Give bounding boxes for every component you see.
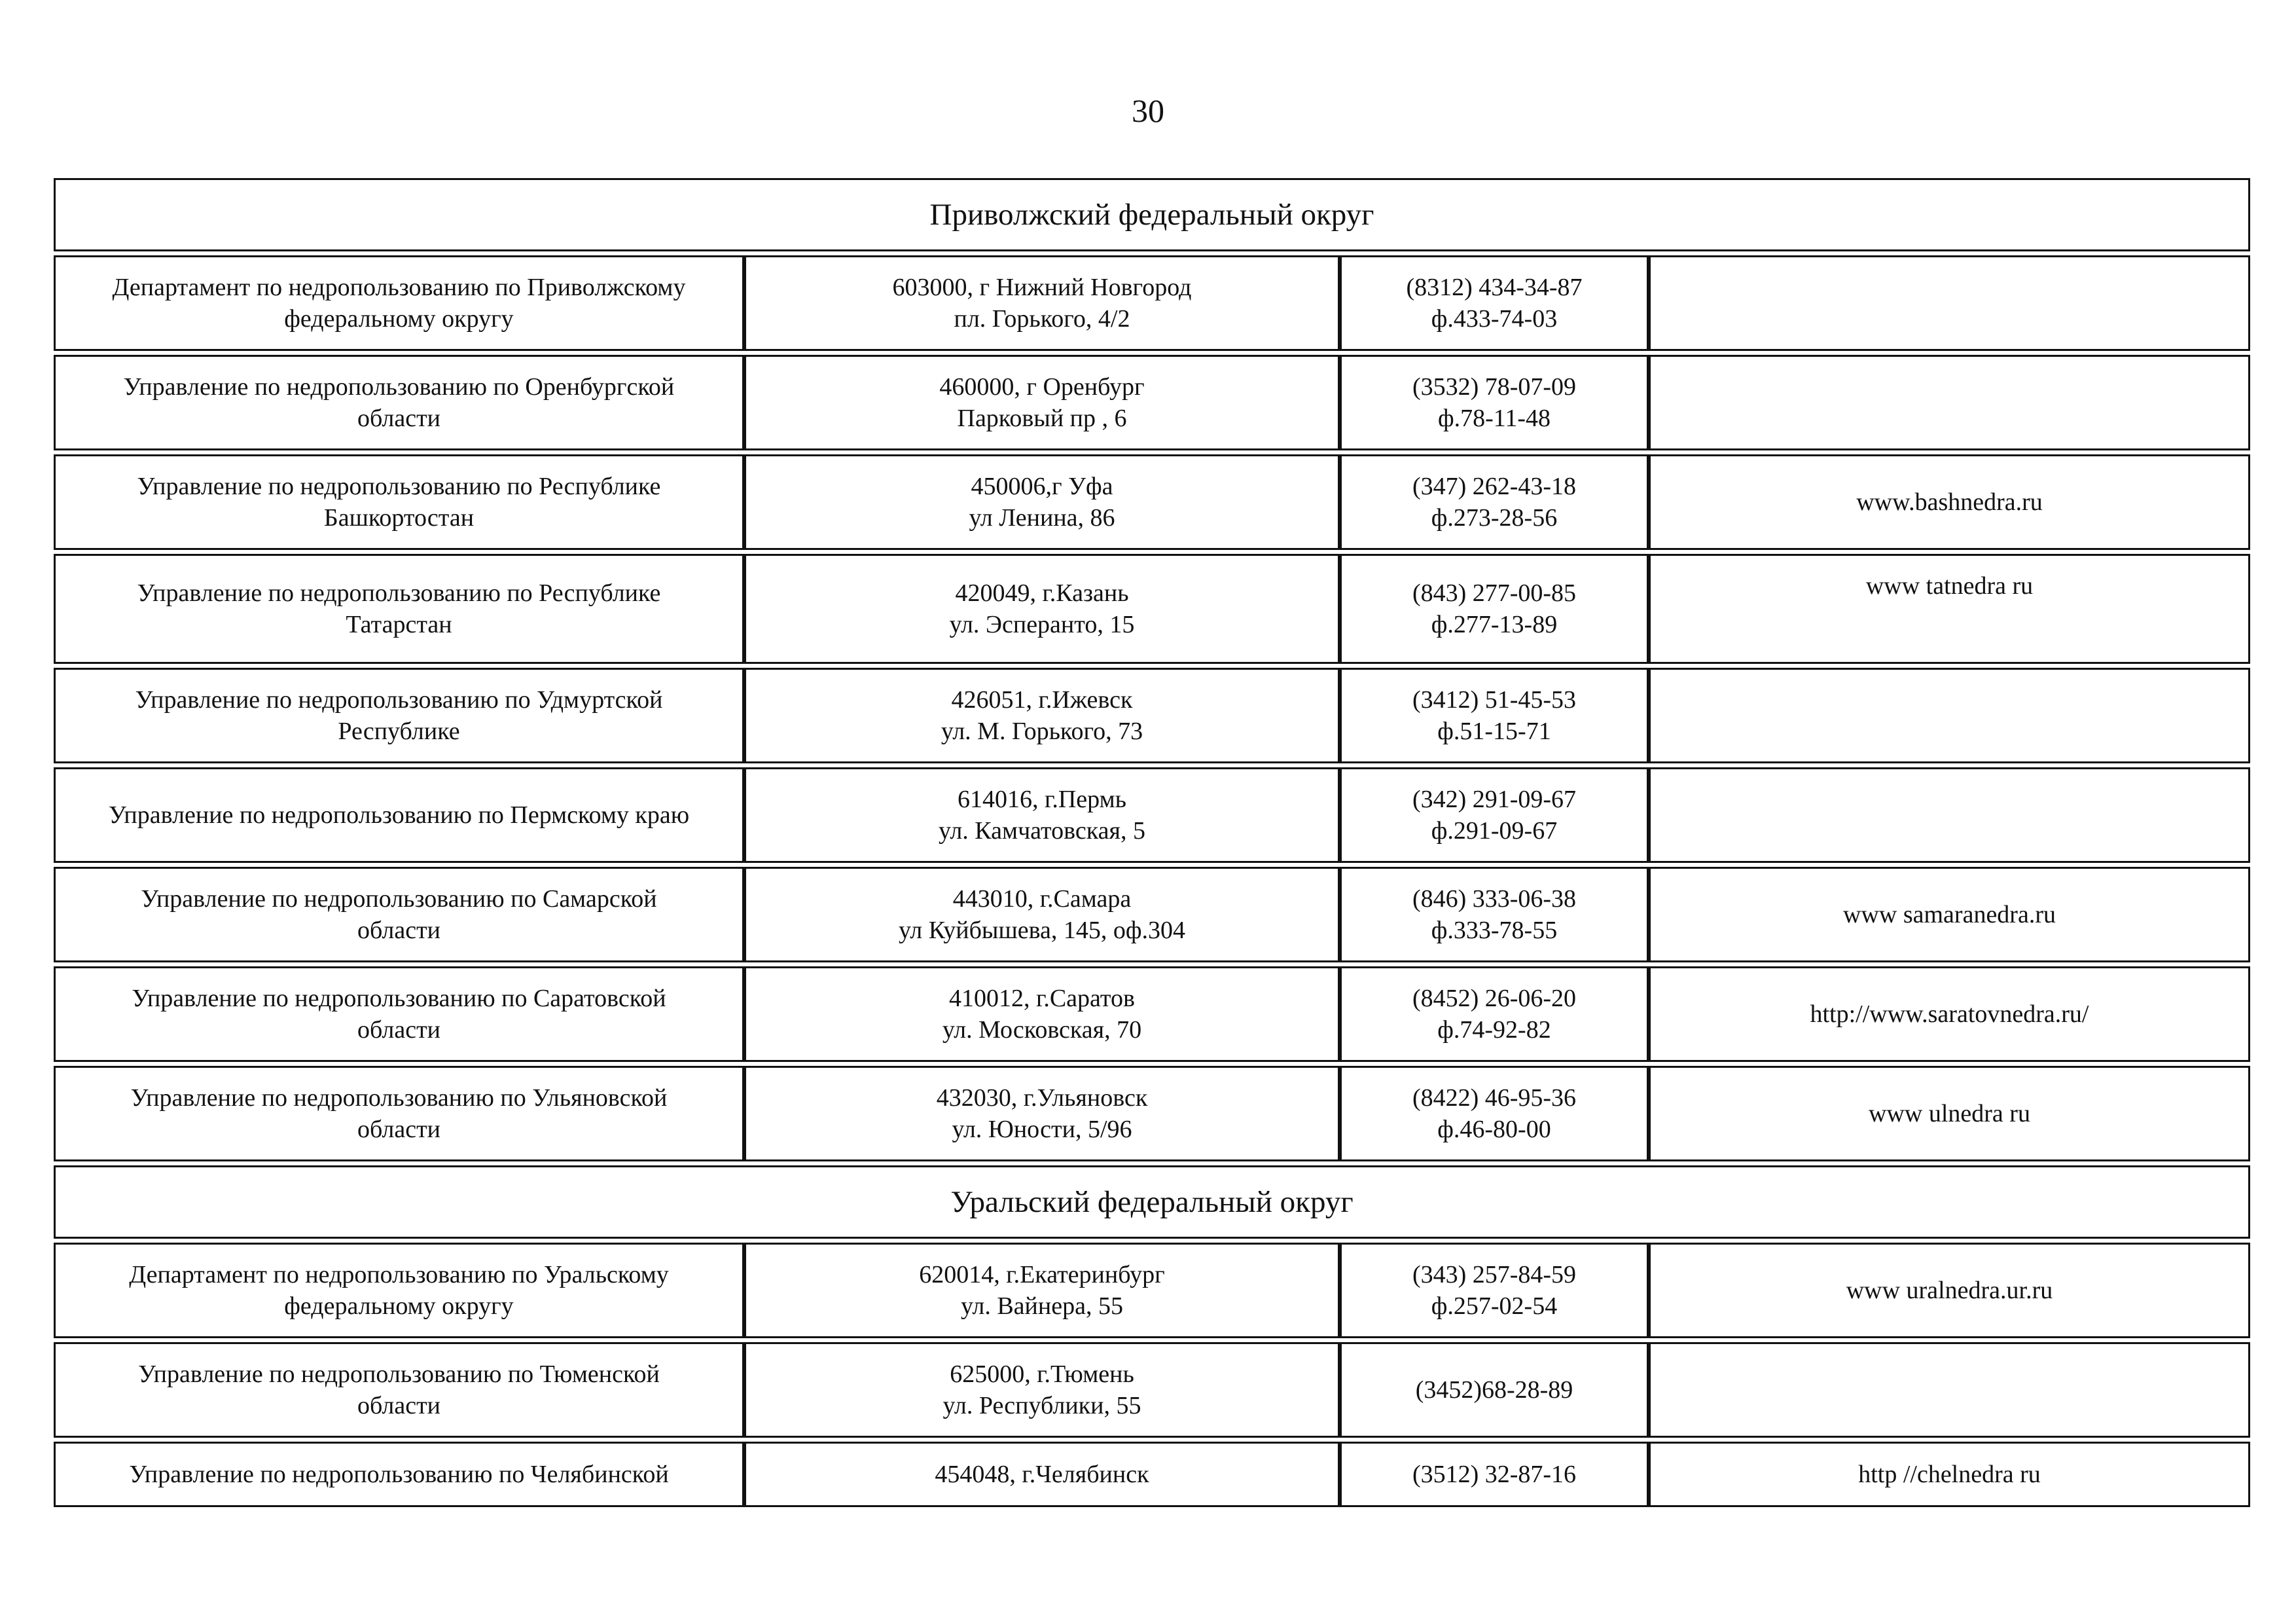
table-row (54, 867, 2250, 962)
address-line: 410012, г.Саратов (949, 985, 1135, 1012)
contacts-table-container (54, 174, 2250, 1511)
agency-name-line: Башкортостан (323, 504, 475, 532)
address-line: ул Куйбышева, 145, оф.304 (898, 917, 1186, 944)
address-line: 603000, г Нижний Новгород (892, 274, 1192, 301)
region-header-row (54, 178, 2250, 251)
table-row (54, 1342, 2250, 1438)
agency-name-line: Управление по недропользованию по Оренбургской (123, 373, 675, 401)
page-number: 30 (1132, 92, 1164, 129)
phone-cell (1340, 966, 1649, 1062)
address-line: пл. Горького, 4/2 (954, 305, 1130, 333)
table-row (54, 454, 2250, 550)
phone-line: (3512) 32-87-16 (1412, 1461, 1577, 1488)
region-header-row (54, 1165, 2250, 1239)
website-cell[interactable]: www.bashnedra.ru (1649, 454, 2250, 550)
address-line: 614016, г.Пермь (958, 786, 1126, 813)
phone-line: (343) 257-84-59 (1412, 1261, 1577, 1288)
agency-name-cell (54, 554, 744, 664)
website-cell (1649, 1342, 2250, 1438)
address-cell (744, 1342, 1340, 1438)
table-row (54, 554, 2250, 664)
phone-cell (1340, 668, 1649, 763)
fax-line: ф.277-13-89 (1431, 611, 1558, 638)
website-cell[interactable]: www tatnedra ru (1649, 554, 2250, 664)
agency-name-line: Управление по недропользованию по Ульяновской (130, 1084, 668, 1112)
phone-cell (1340, 1243, 1649, 1338)
address-cell (744, 554, 1340, 664)
fax-line: ф.78-11-48 (1437, 405, 1551, 432)
address-cell (744, 355, 1340, 450)
address-line: 426051, г.Ижевск (951, 686, 1133, 714)
address-line: ул. М. Горького, 73 (941, 718, 1143, 745)
phone-line: (347) 262-43-18 (1412, 473, 1577, 500)
agency-name-line: Управление по недропользованию по Пермскому краю (108, 801, 690, 829)
address-line: ул. Юности, 5/96 (952, 1116, 1132, 1143)
agency-name-cell (54, 867, 744, 962)
phone-line: (342) 291-09-67 (1412, 786, 1577, 813)
website-cell (1649, 668, 2250, 763)
table-row (54, 355, 2250, 450)
agency-name-line: Департамент по недропользованию по Уральскому (129, 1261, 669, 1288)
fax-line: ф.257-02-54 (1431, 1292, 1558, 1320)
phone-cell (1340, 867, 1649, 962)
agency-name-cell (54, 1066, 744, 1161)
website-cell[interactable]: http://www.saratovnedra.ru/ (1649, 966, 2250, 1062)
phone-cell (1340, 767, 1649, 863)
agency-name-line: федеральному округу (284, 1292, 514, 1320)
address-line: ул. Камчатовская, 5 (939, 817, 1145, 845)
address-line: ул Ленина, 86 (969, 504, 1115, 532)
agency-name-cell (54, 668, 744, 763)
address-cell (744, 255, 1340, 351)
fax-line: ф.433-74-03 (1431, 305, 1558, 333)
address-line: 432030, г.Ульяновск (936, 1084, 1148, 1112)
table-row (54, 1243, 2250, 1338)
fax-line: ф.273-28-56 (1431, 504, 1558, 532)
fax-line: ф.291-09-67 (1431, 817, 1558, 845)
table-row (54, 767, 2250, 863)
address-line: 454048, г.Челябинск (935, 1461, 1149, 1488)
agency-name-line: Управление по недропользованию по Тюменской (138, 1360, 660, 1388)
address-line: Парковый пр , 6 (957, 405, 1127, 432)
phone-cell (1340, 1342, 1649, 1438)
agency-name-line: Департамент по недропользованию по Приволжскому (112, 274, 686, 301)
agency-name-line: Управление по недропользованию по Республике (137, 579, 661, 607)
agency-name-cell (54, 1442, 744, 1507)
table-row (54, 966, 2250, 1062)
agency-name-line: области (357, 405, 441, 432)
fax-line: ф.51-15-71 (1437, 718, 1551, 745)
phone-cell (1340, 454, 1649, 550)
table-row (54, 1442, 2250, 1507)
contacts-table-body (54, 178, 2250, 1507)
address-cell (744, 966, 1340, 1062)
address-line: 460000, г Оренбург (939, 373, 1145, 401)
agency-name-line: Управление по недропользованию по Удмуртской (135, 686, 663, 714)
phone-cell (1340, 1066, 1649, 1161)
address-line: 625000, г.Тюмень (950, 1360, 1134, 1388)
phone-cell (1340, 1442, 1649, 1507)
agency-name-cell (54, 255, 744, 351)
address-cell (744, 867, 1340, 962)
website-cell[interactable]: www samaranedra.ru (1649, 867, 2250, 962)
address-line: 620014, г.Екатеринбург (919, 1261, 1165, 1288)
address-line: ул. Эсперанто, 15 (949, 611, 1135, 638)
phone-cell (1340, 355, 1649, 450)
address-line: 420049, г.Казань (955, 579, 1129, 607)
agency-name-cell (54, 767, 744, 863)
website-cell (1649, 767, 2250, 863)
agency-name-line: области (357, 1016, 441, 1044)
agency-name-line: Управление по недропользованию по Республике (137, 473, 661, 500)
agency-name-line: Управление по недропользованию по Челябинской (129, 1461, 669, 1488)
address-line: 450006,г Уфа (971, 473, 1113, 500)
table-row (54, 255, 2250, 351)
region-title: Уральский федеральный округ (54, 1165, 2250, 1239)
phone-cell (1340, 554, 1649, 664)
agency-name-line: Управление по недропользованию по Самарской (141, 885, 657, 913)
website-cell[interactable]: www ulnedra ru (1649, 1066, 2250, 1161)
phone-line: (8422) 46-95-36 (1412, 1084, 1577, 1112)
fax-line: ф.46-80-00 (1437, 1116, 1551, 1143)
agency-name-cell (54, 355, 744, 450)
contacts-table (54, 174, 2250, 1511)
agency-name-line: области (357, 1116, 441, 1143)
agency-name-line: Республике (338, 718, 460, 745)
address-line: ул. Республики, 55 (942, 1392, 1141, 1419)
fax-line: ф.74-92-82 (1437, 1016, 1551, 1044)
table-row (54, 1066, 2250, 1161)
phone-line: (3532) 78-07-09 (1412, 373, 1577, 401)
agency-name-cell (54, 454, 744, 550)
agency-name-line: федеральному округу (284, 305, 514, 333)
agency-name-line: области (357, 1392, 441, 1419)
website-cell[interactable]: http //chelnedra ru (1649, 1442, 2250, 1507)
fax-line: ф.333-78-55 (1431, 917, 1558, 944)
phone-line: (3452)68-28-89 (1415, 1376, 1573, 1404)
website-cell (1649, 255, 2250, 351)
agency-name-line: области (357, 917, 441, 944)
address-line: ул. Вайнера, 55 (961, 1292, 1123, 1320)
phone-line: (8312) 434-34-87 (1406, 274, 1583, 301)
phone-cell (1340, 255, 1649, 351)
agency-name-cell (54, 966, 744, 1062)
address-cell (744, 1243, 1340, 1338)
address-cell (744, 1066, 1340, 1161)
address-line: ул. Московская, 70 (942, 1016, 1142, 1044)
phone-line: (3412) 51-45-53 (1412, 686, 1577, 714)
agency-name-cell (54, 1243, 744, 1338)
address-cell (744, 1442, 1340, 1507)
agency-name-line: Управление по недропользованию по Саратовской (132, 985, 666, 1012)
address-line: 443010, г.Самара (952, 885, 1132, 913)
address-cell (744, 767, 1340, 863)
address-cell (744, 454, 1340, 550)
region-title: Приволжский федеральный округ (54, 178, 2250, 251)
website-cell[interactable]: www uralnedra.ur.ru (1649, 1243, 2250, 1338)
agency-name-cell (54, 1342, 744, 1438)
phone-line: (846) 333-06-38 (1412, 885, 1577, 913)
phone-line: (843) 277-00-85 (1412, 579, 1577, 607)
table-row (54, 668, 2250, 763)
address-cell (744, 668, 1340, 763)
website-cell (1649, 355, 2250, 450)
phone-line: (8452) 26-06-20 (1412, 985, 1577, 1012)
agency-name-line: Татарстан (346, 611, 452, 638)
